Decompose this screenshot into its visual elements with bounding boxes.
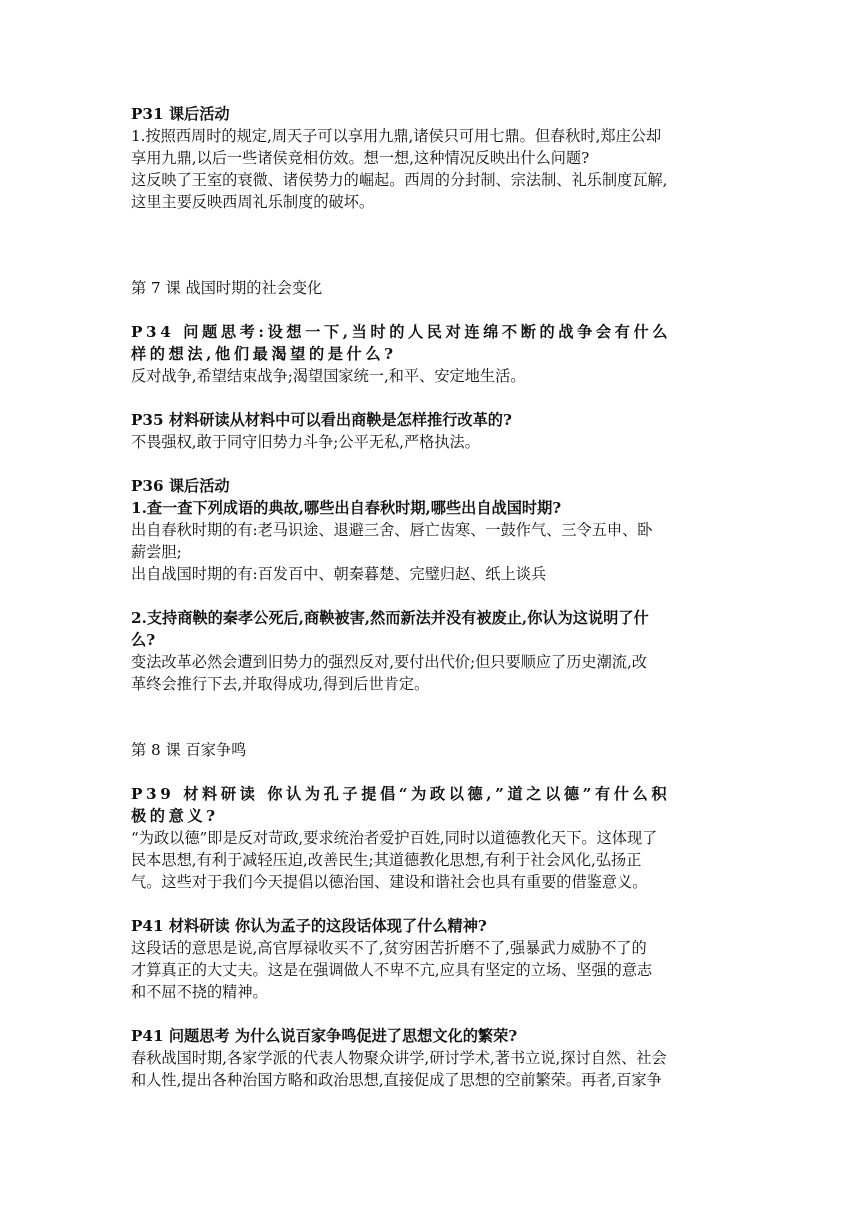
question-text: 1.按照西周时的规定,周天子可以享用九鼎,诸侯只可用七鼎。但春秋时,郑庄公却 [131,127,662,145]
document-page [131,103,731,1091]
question-heading-p39: P39 材料研读 你认为孔子提倡“为政以德,”道之以德”有什么积 [131,785,671,803]
question-heading: 2.支持商鞅的秦孝公死后,商鞅被害,然而新法并没有被废止,你认为这说明了什 [131,609,649,627]
section-heading-p31: P31 课后活动 [131,105,230,123]
answer-text: 才算真正的大丈夫。这是在强调做人不卑不亢,应具有坚定的立场、坚强的意志 [131,961,653,979]
section-heading-p36: P36 课后活动 [131,477,230,495]
question-heading: 么? [131,631,156,649]
answer-text: 春秋战国时期,各家学派的代表人物聚众讲学,研讨学术,著书立说,探讨自然、社会 [131,1049,667,1067]
question-heading-p41: P41 问题思考 为什么说百家争鸣促进了思想文化的繁荣? [131,1027,518,1045]
lesson-title-7: 第 7 课 战国时期的社会变化 [131,279,323,297]
answer-text: 革终会推行下去,并取得成功,得到后世肯定。 [131,675,430,693]
answer-text: 出自战国时期的有:百发百中、朝秦暮楚、完璧归赵、纸上谈兵 [131,565,547,583]
question-heading-p39: 极的意义? [131,807,219,825]
question-heading-p35: P35 材料研读从材料中可以看出商鞅是怎样推行改革的? [131,411,512,429]
answer-text: 不畏强权,敢于同守旧势力斗争;公平无私,严格执法。 [131,433,480,451]
answer-text: 气。这些对于我们今天提倡以德治国、建设和谐社会也具有重要的借鉴意义。 [131,873,648,891]
answer-text: 出自春秋时期的有:老马识途、退避三舍、唇亡齿寒、一鼓作气、三令五申、卧 [131,521,653,539]
question-heading-p34: 样的想法,他们最渴望的是什么? [131,345,397,363]
answer-text: 这段话的意思是说,高官厚禄收买不了,贫穷困苦折磨不了,强暴武力威胁不了的 [131,939,647,957]
answer-text: 和人性,提出各种治国方略和政治思想,直接促成了思想的空前繁荣。再者,百家争 [131,1071,662,1089]
question-heading-p34: P34 问题思考:设想一下,当时的人民对连绵不断的战争会有什么 [131,323,672,341]
answer-text: 这反映了王室的衰微、诸侯势力的崛起。西周的分封制、宗法制、礼乐制度瓦解, [131,171,668,189]
question-heading: 1.查一查下列成语的典故,哪些出自春秋时期,哪些出自战国时期? [131,499,562,517]
answer-text: 民本思想,有利于减轻压迫,改善民生;其道德教化思想,有利于社会风化,弘扬正 [131,851,642,869]
lesson-title-8: 第 8 课 百家争鸣 [131,741,247,759]
answer-text: 和不屈不挠的精神。 [131,983,268,1001]
question-heading-p41: P41 材料研读 你认为孟子的这段话体现了什么精神? [131,917,487,935]
answer-text: 反对战争,希望结束战争;渴望国家统一,和平、安定地生活。 [131,367,526,385]
answer-text: 这里主要反映西周礼乐制度的破坏。 [131,193,374,211]
question-text: 享用九鼎,以后一些诸侯竞相仿效。想一想,这种情况反映出什么问题? [131,149,590,167]
answer-text: 薪尝胆; [131,543,182,561]
answer-text: 变法改革必然会遭到旧势力的强烈反对,要付出代价;但只要顺应了历史潮流,改 [131,653,647,671]
answer-text: “为政以德”即是反对苛政,要求统治者爱护百姓,同时以道德教化天下。这体现了 [131,829,658,847]
